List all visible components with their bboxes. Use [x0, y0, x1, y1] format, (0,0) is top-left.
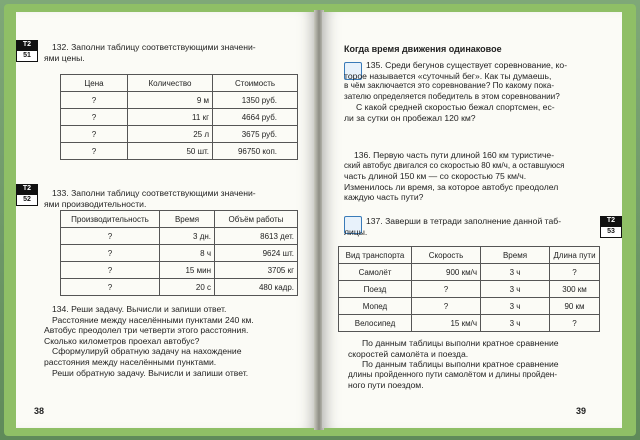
right-page	[322, 12, 622, 428]
task-137-text: лицы.	[344, 226, 368, 237]
left-page	[16, 12, 316, 428]
page-number: 38	[34, 406, 45, 416]
table-cell: 3 ч	[481, 315, 550, 332]
tag-number: 51	[16, 50, 38, 62]
task-135-text: в чём заключается это соревнование? По какому пока-	[344, 81, 555, 91]
table-132	[60, 74, 298, 160]
table-cell: Мопед	[339, 298, 412, 315]
tag-number: 53	[600, 226, 622, 238]
task-136-text: ский автобус двигался со скоростью 80 км/ч, а оставшуюся	[344, 160, 565, 170]
comparison-text: По данным таблицы выполни кратное сравнение	[362, 338, 559, 348]
table-cell: ?	[61, 245, 160, 262]
table-cell: 3 ч	[481, 298, 550, 315]
table-row	[339, 281, 600, 298]
page-number: 39	[576, 406, 587, 416]
table-cell: 8613 дет.	[215, 228, 298, 245]
task-132-text: 132. Заполни таблицу соответствующими значени-	[52, 42, 256, 52]
table-cell: ?	[61, 279, 160, 296]
table-row	[61, 92, 298, 109]
table-cell: 15 мин	[160, 262, 215, 279]
table-cell: ?	[61, 92, 128, 109]
table-cell: 20 с	[160, 279, 215, 296]
task-135-text: 135. Среди бегунов существует соревнование, ко-	[366, 60, 568, 70]
task-134-text: Реши обратную задачу. Вычисли и запиши ответ.	[52, 367, 249, 378]
task-134-text: расстояния между населёнными пунктами.	[44, 356, 217, 367]
task-134-text: Автобус преодолел три четверти этого расстояния.	[44, 325, 249, 336]
column-header: Объём работы	[215, 211, 298, 228]
table-cell: 50 шт.	[128, 143, 213, 160]
task-135	[344, 60, 602, 124]
task-136-text: часть длиной 150 км — со скоростью 75 км/ч.	[344, 171, 527, 182]
table-row	[339, 264, 600, 281]
task-133	[44, 188, 310, 209]
table-cell: Поезд	[339, 281, 412, 298]
table-cell: 11 кг	[128, 109, 213, 126]
task-134-text: Сколько километров проехал автобус?	[44, 335, 200, 346]
task-135-text: С какой средней скоростью бежал спортсмен, ес-	[356, 102, 555, 113]
table-133	[60, 210, 298, 296]
task-134-text: Сформулируй обратную задачу на нахождение	[52, 346, 242, 357]
tag-label: Т2	[22, 185, 32, 192]
column-header: Цена	[61, 75, 128, 92]
table-cell: ?	[550, 264, 600, 281]
column-header: Вид транспорта	[339, 247, 412, 264]
task-136-text: каждую часть пути?	[344, 192, 424, 203]
column-header: Длина пути	[550, 247, 600, 264]
table-row	[339, 315, 600, 332]
table-cell: 90 км	[550, 298, 600, 315]
table-cell: ?	[61, 109, 128, 126]
table-cell: 3 ч	[481, 264, 550, 281]
table-cell: 900 км/ч	[412, 264, 481, 281]
table-cell: ?	[61, 143, 128, 160]
tag-t2-53	[600, 216, 622, 238]
table-cell: 3675 руб.	[213, 126, 298, 143]
tag-label: Т2	[606, 217, 616, 224]
table-cell: 4664 руб.	[213, 109, 298, 126]
table-row	[339, 298, 600, 315]
comparison-text: длины пройденного пути самолётом и длины пройден-	[348, 369, 558, 379]
table-row	[61, 279, 298, 296]
column-header: Время	[481, 247, 550, 264]
table-header-row	[61, 211, 298, 228]
table-cell: ?	[61, 228, 160, 245]
table-cell: 3705 кг	[215, 262, 298, 279]
table-row	[61, 262, 298, 279]
task-135-text: торое называется «суточный бег». Как ты думаешь,	[344, 70, 552, 81]
task-132	[44, 42, 310, 63]
task-134	[44, 304, 310, 378]
table-cell: 480 кадр.	[215, 279, 298, 296]
task-135-text: ли за сутки он пробежал 120 км?	[344, 112, 476, 123]
task-134-text: 134. Реши задачу. Вычисли и запиши ответ.	[52, 304, 227, 314]
table-row	[61, 143, 298, 160]
tag-label: Т2	[22, 41, 32, 48]
task-135-text: зателю определяется победитель в этом соревновании?	[344, 91, 560, 101]
table-cell: ?	[412, 298, 481, 315]
task-137	[344, 216, 598, 237]
table-row	[61, 126, 298, 143]
table-cell: ?	[412, 281, 481, 298]
task-137-text: 137. Заверши в тетради заполнение данной таб-	[366, 216, 562, 226]
comparison-text: ного пути поездом.	[348, 380, 424, 391]
column-header: Скорость	[412, 247, 481, 264]
table-cell: 1350 руб.	[213, 92, 298, 109]
task-136-text: 136. Первую часть пути длиной 160 км туристиче-	[354, 150, 555, 160]
comparison-text: скоростей самолёта и поезда.	[348, 348, 469, 359]
table-row	[61, 245, 298, 262]
task-132-text: ями цены.	[44, 52, 85, 63]
task-133-text: ями производительности.	[44, 198, 147, 209]
table-cell: ?	[61, 262, 160, 279]
tag-t2-51	[16, 40, 38, 62]
column-header: Стоимость	[213, 75, 298, 92]
tag-t2-52	[16, 184, 38, 206]
tag-number: 52	[16, 194, 38, 206]
task-136-text: Изменилось ли время, за которое автобус преодолел	[344, 181, 559, 192]
table-cell: Велосипед	[339, 315, 412, 332]
task-134-text: Расстояние между населёнными пунктами 240 км.	[52, 314, 254, 325]
column-header: Время	[160, 211, 215, 228]
table-cell: ?	[61, 126, 128, 143]
comparison-text: По данным таблицы выполни кратное сравнение	[362, 359, 559, 370]
column-header: Количество	[128, 75, 213, 92]
table-cell: 9 м	[128, 92, 213, 109]
table-cell: 3 дн.	[160, 228, 215, 245]
task-136	[344, 150, 602, 203]
table-row	[61, 228, 298, 245]
table-cell: 25 л	[128, 126, 213, 143]
table-cell: 300 км	[550, 281, 600, 298]
table-cell: 15 км/ч	[412, 315, 481, 332]
section-heading: Когда время движения одинаковое	[344, 44, 502, 54]
column-header: Производительность	[61, 211, 160, 228]
task-133-text: 133. Заполни таблицу соответствующими значени-	[52, 188, 256, 198]
table-header-row	[61, 75, 298, 92]
table-137	[338, 246, 600, 332]
table-cell: 3 ч	[481, 281, 550, 298]
table-cell: ?	[550, 315, 600, 332]
table-cell: 8 ч	[160, 245, 215, 262]
table-cell: 9624 шт.	[215, 245, 298, 262]
table-row	[61, 109, 298, 126]
comparison-tasks	[348, 338, 604, 391]
table-cell: Самолёт	[339, 264, 412, 281]
table-cell: 96750 коп.	[213, 143, 298, 160]
table-header-row	[339, 247, 600, 264]
